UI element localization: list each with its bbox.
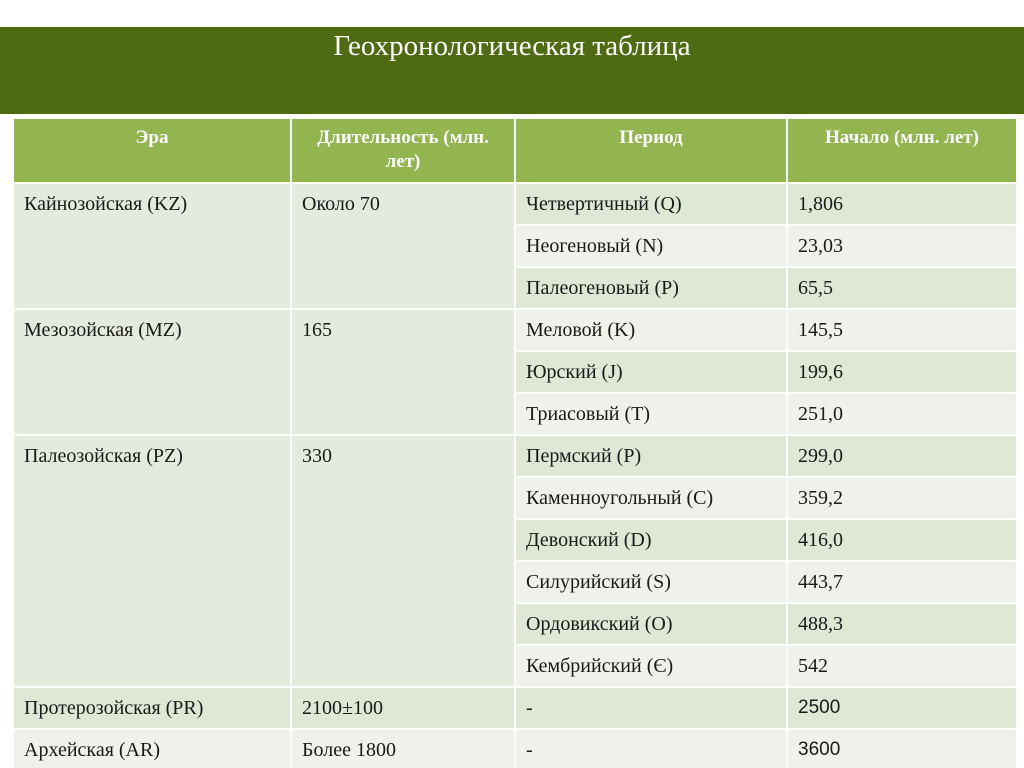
period-start-cell: 251,0 — [787, 393, 1017, 435]
period-name-cell: Девонский (D) — [515, 519, 787, 561]
era-name-cell: Палеозойская (PZ) — [13, 435, 291, 687]
period-name-cell: Юрский (J) — [515, 351, 787, 393]
period-start-cell: 443,7 — [787, 561, 1017, 603]
column-header-era: Эра — [13, 118, 291, 183]
table-row — [13, 309, 1017, 351]
period-start-cell: 23,03 — [787, 225, 1017, 267]
period-name-cell: Четвертичный (Q) — [515, 183, 787, 225]
period-name-cell: Триасовый (T) — [515, 393, 787, 435]
period-start-cell: 145,5 — [787, 309, 1017, 351]
era-duration-cell: Около 70 — [291, 183, 515, 309]
period-start-cell: 1,806 — [787, 183, 1017, 225]
period-start-cell: 416,0 — [787, 519, 1017, 561]
period-start-cell: 3600 — [787, 729, 1017, 768]
era-duration-cell: 165 — [291, 309, 515, 435]
column-header-start: Начало (млн. лет) — [787, 118, 1017, 183]
column-header-period: Период — [515, 118, 787, 183]
period-name-cell: Каменноугольный (C) — [515, 477, 787, 519]
era-name-cell: Архейская (AR) — [13, 729, 291, 768]
period-name-cell: - — [515, 687, 787, 729]
period-start-cell: 359,2 — [787, 477, 1017, 519]
table-header-row — [13, 118, 1017, 183]
period-start-cell: 542 — [787, 645, 1017, 687]
geochronology-table — [12, 117, 1018, 768]
period-start-cell: 65,5 — [787, 267, 1017, 309]
period-name-cell: Кембрийский (Є) — [515, 645, 787, 687]
period-name-cell: Силурийский (S) — [515, 561, 787, 603]
era-name-cell: Мезозойская (MZ) — [13, 309, 291, 435]
period-name-cell: Меловой (K) — [515, 309, 787, 351]
era-name-cell: Протерозойская (PR) — [13, 687, 291, 729]
period-name-cell: - — [515, 729, 787, 768]
period-start-cell: 299,0 — [787, 435, 1017, 477]
column-header-duration: Длительность (млн. лет) — [291, 118, 515, 183]
era-duration-cell: Более 1800 — [291, 729, 515, 768]
period-name-cell: Пермский (P) — [515, 435, 787, 477]
period-start-cell: 488,3 — [787, 603, 1017, 645]
period-name-cell: Палеогеновый (P) — [515, 267, 787, 309]
period-name-cell: Неогеновый (N) — [515, 225, 787, 267]
period-start-cell: 2500 — [787, 687, 1017, 729]
table-row — [13, 687, 1017, 729]
era-duration-cell: 2100±100 — [291, 687, 515, 729]
era-duration-cell: 330 — [291, 435, 515, 687]
table-row — [13, 729, 1017, 768]
era-name-cell: Кайнозойская (KZ) — [13, 183, 291, 309]
period-name-cell: Ордовикский (O) — [515, 603, 787, 645]
table-row — [13, 183, 1017, 225]
period-start-cell: 199,6 — [787, 351, 1017, 393]
table-row — [13, 435, 1017, 477]
page-title: Геохронологическая таблица — [333, 30, 691, 62]
